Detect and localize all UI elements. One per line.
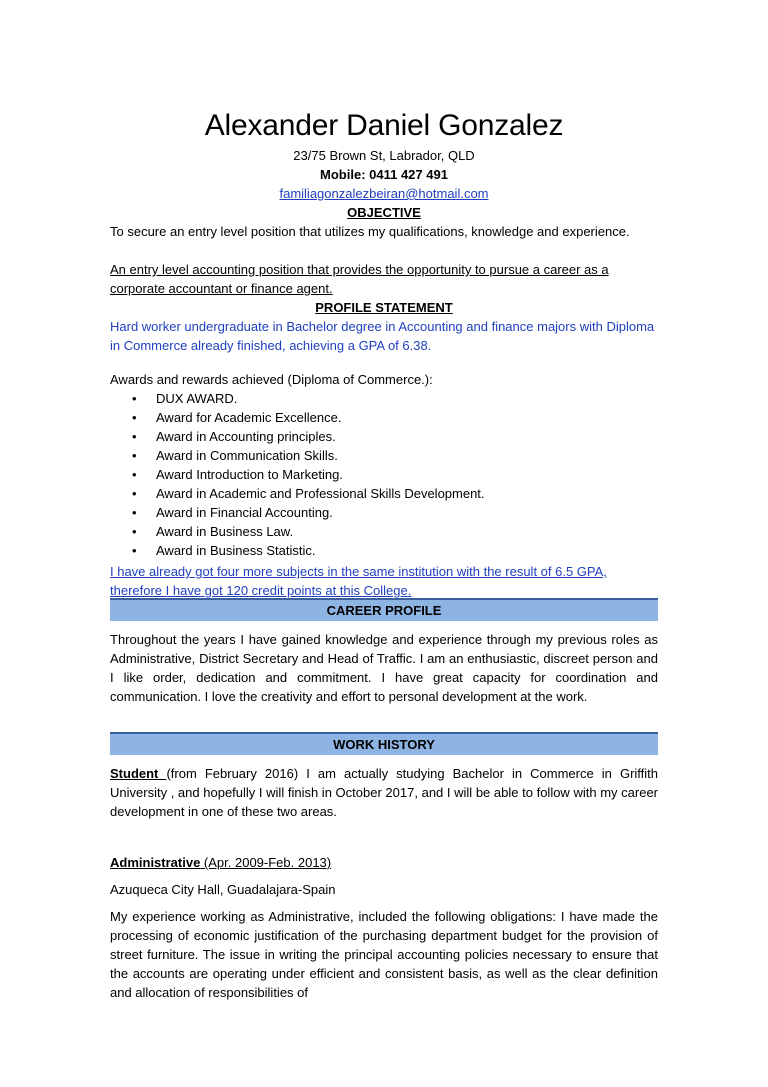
work-history-heading: WORK HISTORY (110, 732, 658, 755)
administrative-dates: (Apr. 2009-Feb. 2013) (200, 855, 332, 870)
award-label: Award for Academic Excellence. (156, 410, 342, 425)
bullet-icon: • (132, 391, 137, 406)
candidate-name: Alexander Daniel Gonzalez (204, 109, 564, 142)
award-label: Award in Business Law. (156, 524, 294, 539)
mobile: Mobile: 0411 427 491 (320, 167, 448, 182)
administrative-entry-title (110, 853, 658, 872)
award-label: Award in Financial Accounting. (156, 505, 333, 520)
bullet-icon: • (132, 505, 137, 520)
list-item (110, 541, 658, 560)
administrative-text: My experience working as Administrative, included the following obligations: I have made the processing of economic justification of the purchasing department budget for the provision of street furniture. The issue in writing the principal accounting policies necessary to ensure that the accounts are operating under efficient and consistent basis, as well as the clear definition and allocation of responsibilities of (110, 909, 658, 1000)
email-text[interactable]: familiagonzalezbeiran@hotmail.com (279, 186, 489, 201)
bullet-icon: • (132, 467, 137, 482)
award-label: Award in Accounting principles. (156, 429, 336, 444)
career-profile-text: Throughout the years I have gained knowledge and experience through my previous roles as Administrative, District Secretary and Head of Traffic. I am an enthusiastic, discreet person and I like order, dedication and commitment. I have great capacity for coordination and communication. I love the creativity and effort to personal development at the work. (110, 632, 658, 704)
award-label: DUX AWARD. (156, 391, 238, 406)
student-text: (from February 2016) I am actually studying Bachelor in Commerce in Griffith University , and hopefully I will finish in October 2017, and I will be able to follow with my career development in one of these two areas. (110, 766, 659, 819)
list-item (110, 522, 658, 541)
email-link[interactable] (110, 184, 658, 203)
awards-list (110, 389, 658, 560)
list-item (110, 408, 658, 427)
award-label: Award in Communication Skills. (156, 448, 338, 463)
objective-text: To secure an entry level position that utilizes my qualifications, knowledge and experience. (110, 224, 630, 239)
awards-intro: Awards and rewards achieved (Diploma of Commerce.): (110, 372, 433, 387)
profile-statement-text: Hard worker undergraduate in Bachelor degree in Accounting and finance majors with Diploma in Commerce already finished, achieving a GPA of 6.38. (110, 319, 655, 353)
list-item (110, 427, 658, 446)
award-label: Award Introduction to Marketing. (156, 467, 343, 482)
bullet-icon: • (132, 429, 137, 444)
bullet-icon: • (132, 410, 137, 425)
address: 23/75 Brown St, Labrador, QLD (293, 148, 475, 163)
awards-note: I have already got four more subjects in the same institution with the result of 6.5 GPA, therefore I have got 120 credit points at this College. (110, 564, 607, 598)
bullet-icon: • (132, 486, 137, 501)
objective-underlined-text: An entry level accounting position that provides the opportunity to pursue a career as a corporate accountant or finance agent. (110, 262, 609, 296)
award-label: Award in Academic and Professional Skills Development. (156, 486, 485, 501)
list-item (110, 503, 658, 522)
list-item (110, 484, 658, 503)
student-title: Student (110, 766, 167, 781)
administrative-employer: Azuqueca City Hall, Guadalajara-Spain (110, 882, 336, 897)
profile-statement-heading: PROFILE STATEMENT (315, 300, 453, 315)
award-label: Award in Business Statistic. (156, 543, 316, 558)
list-item (110, 389, 658, 408)
career-profile-heading: CAREER PROFILE (110, 598, 658, 621)
administrative-title: Administrative (110, 855, 201, 870)
list-item (110, 465, 658, 484)
list-item (110, 446, 658, 465)
objective-heading: OBJECTIVE (347, 205, 421, 220)
bullet-icon: • (132, 543, 137, 558)
student-entry (110, 764, 658, 821)
bullet-icon: • (132, 524, 137, 539)
bullet-icon: • (132, 448, 137, 463)
